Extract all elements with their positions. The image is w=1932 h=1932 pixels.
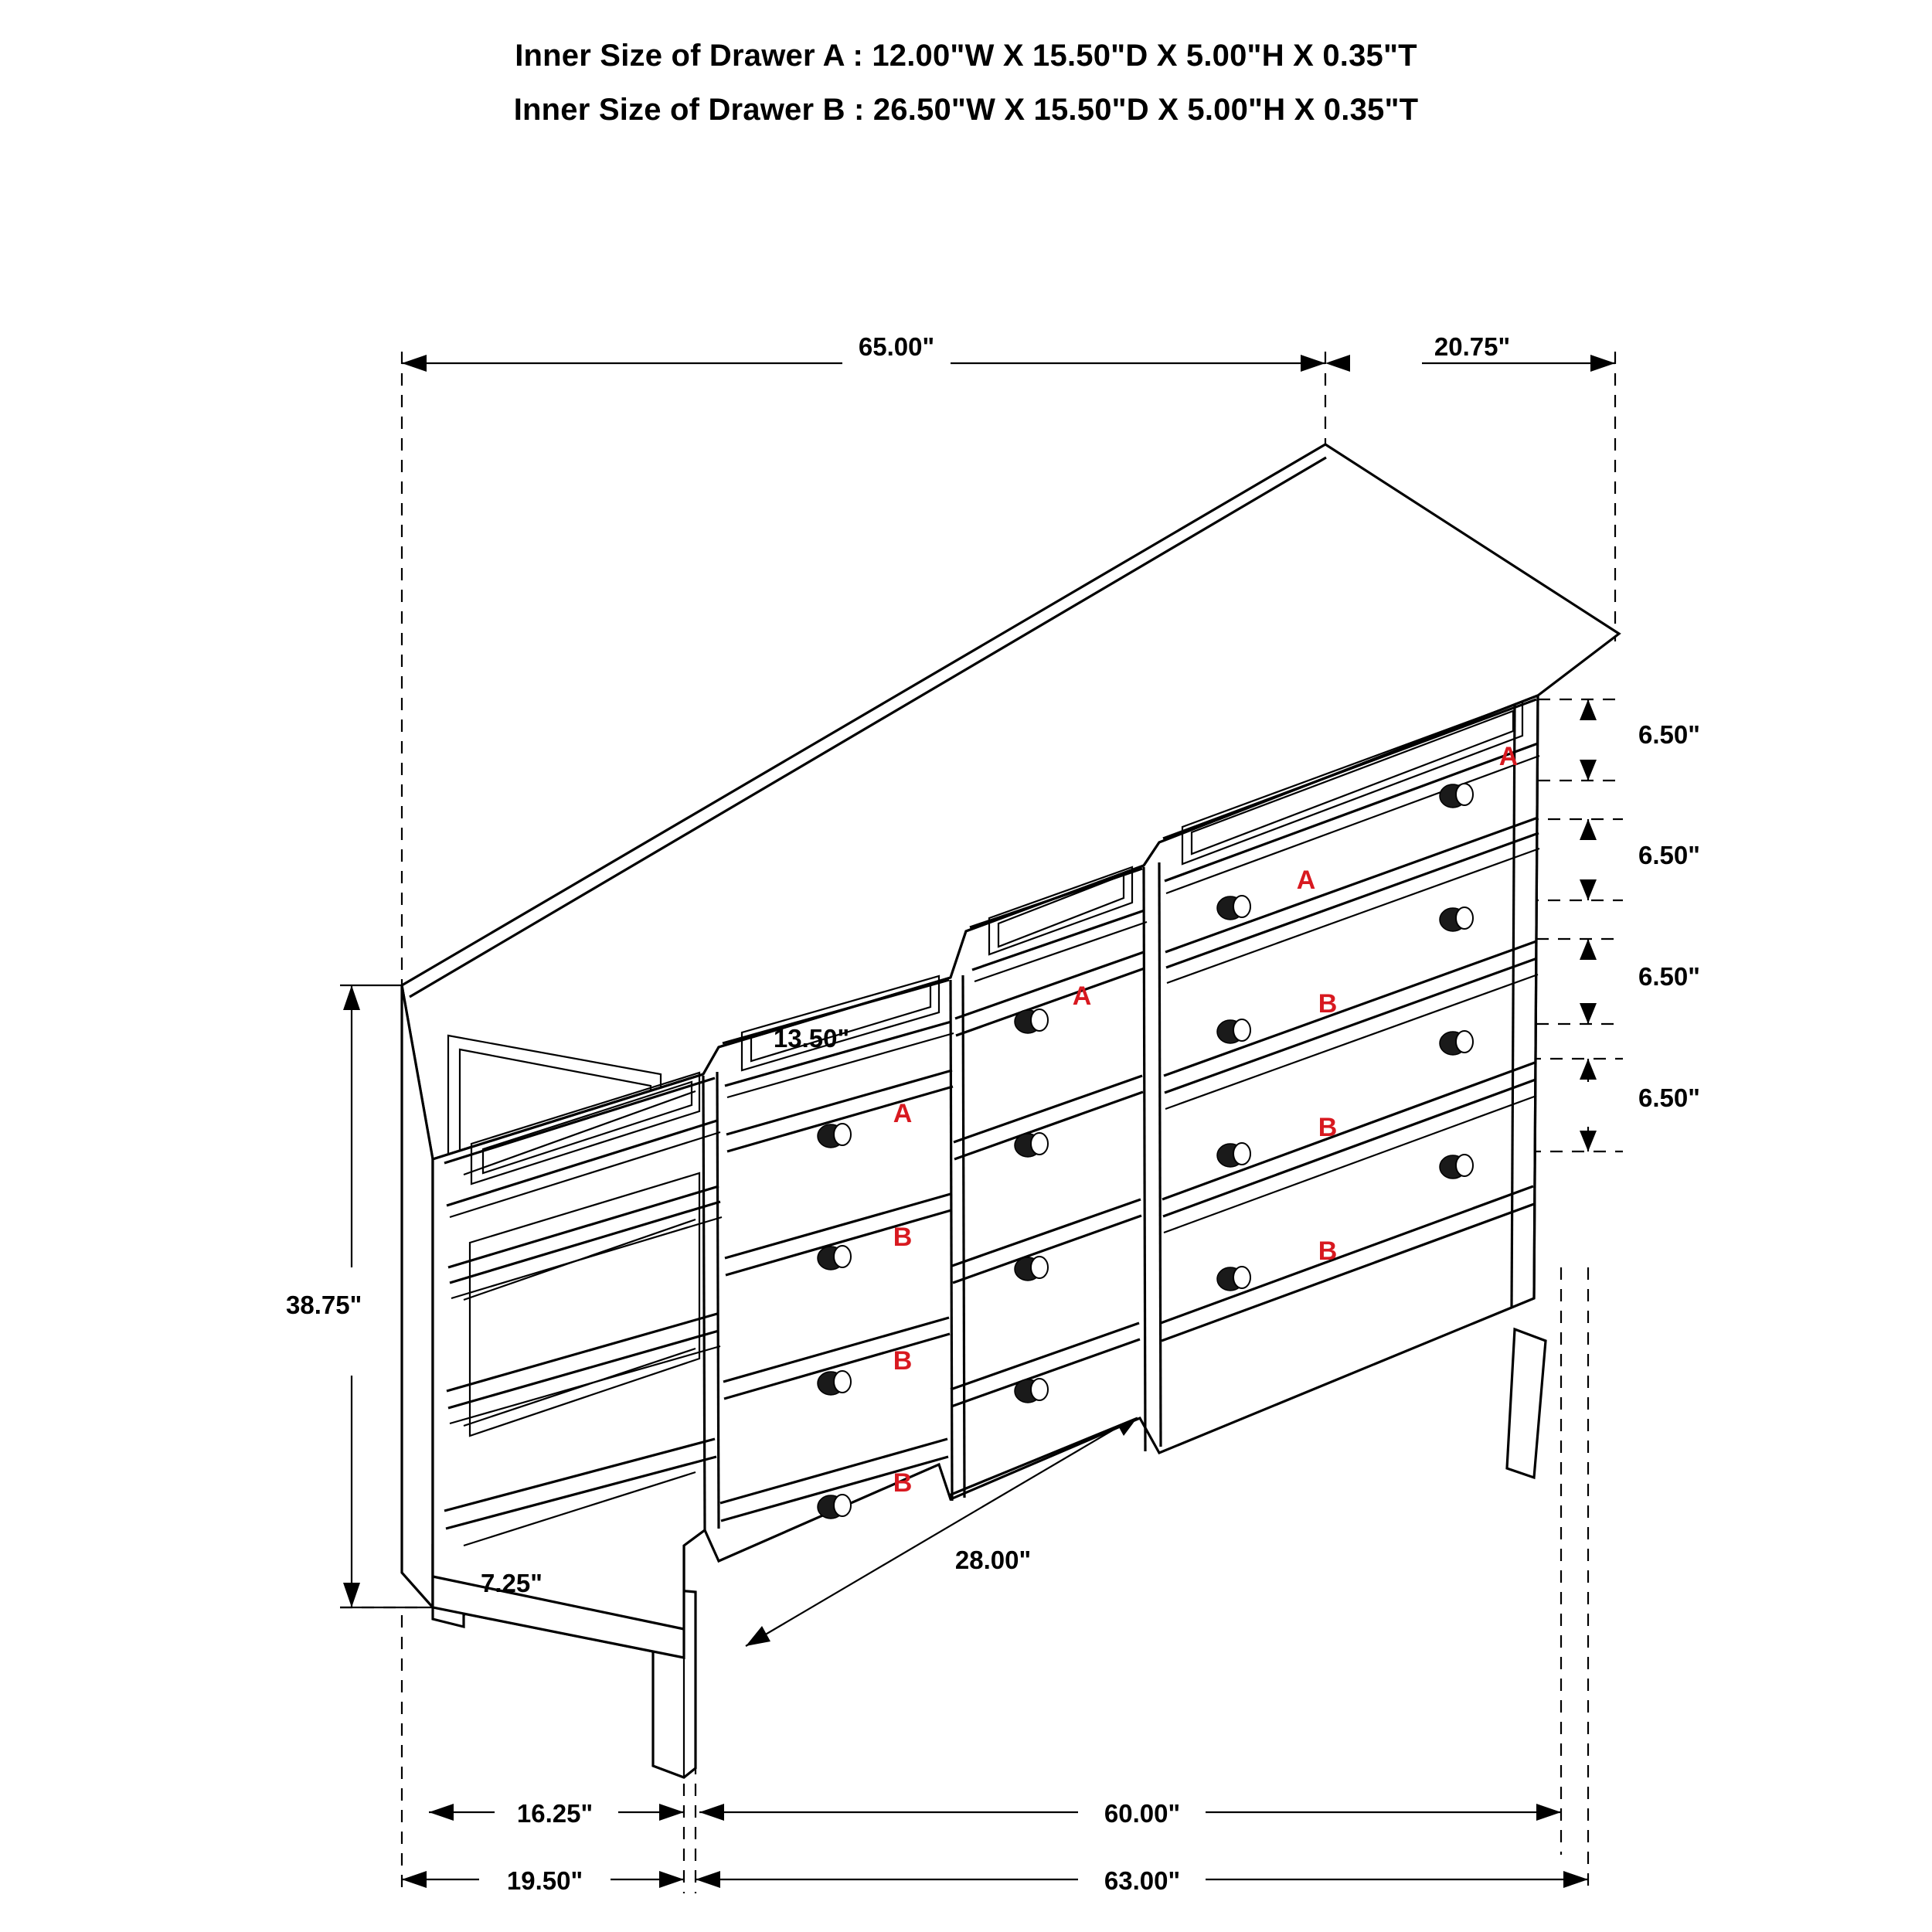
drawer-label-b-left-1: B	[893, 1223, 913, 1252]
drawer-label-a-right: A	[1498, 742, 1519, 771]
drawer-label-b-right-1: B	[1318, 989, 1338, 1019]
drawer-label-a-midright: A	[1296, 866, 1316, 895]
drawer-label-a-left: A	[893, 1099, 913, 1128]
dim-side-depth-outer: 19.50"	[506, 1866, 583, 1895]
dresser-illustration	[402, 444, 1619, 1777]
dim-front-width-outer: 63.00"	[1104, 1866, 1181, 1895]
drawer-label-b-right-2: B	[1318, 1113, 1338, 1142]
dim-leg-height: 7.25"	[481, 1569, 543, 1597]
dim-top-width: 65.00"	[858, 332, 935, 361]
dim-small-drawer-width: 13.50"	[773, 1024, 850, 1053]
drawer-label-b-right-3: B	[1318, 1236, 1338, 1266]
drawer-label-b-left-2: B	[893, 1346, 913, 1376]
dim-top-depth: 20.75"	[1434, 332, 1511, 361]
drawer-label-b-left-3: B	[893, 1468, 913, 1498]
dim-row-2: 6.50"	[1638, 841, 1700, 869]
dim-row-1: 6.50"	[1638, 720, 1700, 749]
header-line-2: Inner Size of Drawer B : 26.50"W X 15.50"D X 5.00"H X 0.35"T	[513, 93, 1419, 127]
dim-row-3: 6.50"	[1638, 962, 1700, 991]
dim-side-depth: 16.25"	[516, 1799, 594, 1828]
dim-overall-height: 38.75"	[286, 1291, 362, 1319]
dim-row-4: 6.50"	[1638, 1083, 1700, 1112]
dim-front-width: 60.00"	[1104, 1799, 1181, 1828]
header-line-1: Inner Size of Drawer A : 12.00"W X 15.50"D X 5.00"H X 0.35"T	[515, 39, 1417, 73]
drawer-label-a-mid: A	[1072, 981, 1092, 1011]
dim-large-drawer-width: 28.00"	[954, 1546, 1032, 1574]
